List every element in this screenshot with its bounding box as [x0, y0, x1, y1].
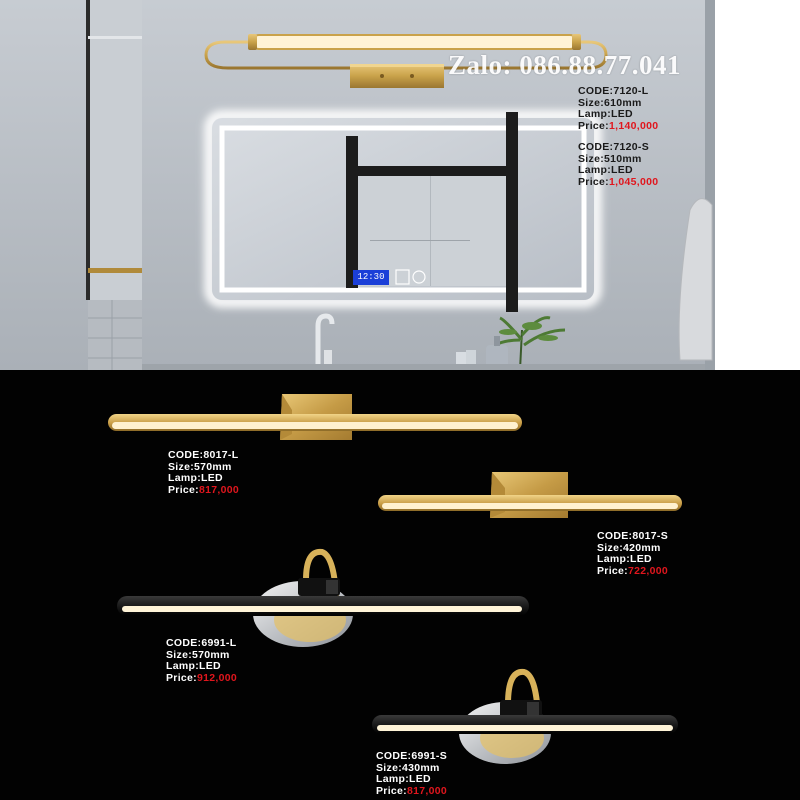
spec-price-value: 912,000	[196, 671, 238, 684]
spec-price-label: Price:	[597, 564, 628, 577]
spec-8017-l	[168, 450, 239, 496]
spec-price-value: 817,000	[198, 483, 240, 496]
spec-size: Size:510mm	[578, 152, 642, 165]
spec-price-value: 817,000	[406, 784, 448, 797]
spec-price-label: Price:	[168, 483, 199, 496]
spec-code: CODE:7120-S	[578, 141, 649, 153]
spec-size: Size:430mm	[376, 761, 440, 774]
spec-code: CODE:6991-S	[376, 750, 447, 762]
spec-6991-s	[376, 751, 447, 797]
spec-lamp: Lamp:LED	[376, 773, 431, 786]
zalo-watermark: Zalo: 086.88.77.041	[448, 50, 682, 80]
bathroom-scene	[0, 0, 800, 370]
spec-7120-s	[578, 142, 658, 188]
spec-price-label: Price:	[376, 784, 407, 797]
spec-price-value: 1,140,000	[608, 119, 659, 132]
spec-price-value: 722,000	[627, 564, 669, 577]
spec-lamp: Lamp:LED	[166, 660, 221, 673]
catalog-section	[0, 370, 800, 800]
spec-price-value: 1,045,000	[608, 175, 659, 188]
spec-lamp: Lamp:LED	[597, 553, 652, 566]
catalog-lamps	[0, 370, 800, 800]
lamp-8017-l	[108, 394, 522, 440]
spec-code: CODE:6991-L	[166, 637, 237, 649]
spec-lamp: Lamp:LED	[578, 108, 633, 121]
spec-lamp: Lamp:LED	[168, 472, 223, 485]
spec-size: Size:570mm	[168, 460, 232, 473]
lamp-6991-l	[117, 552, 529, 647]
spec-size: Size:610mm	[578, 96, 642, 109]
mirror-clock-display: 12:30	[353, 270, 389, 285]
lamp-8017-s	[378, 472, 682, 518]
spec-7120-l	[578, 86, 658, 132]
spec-code: CODE:8017-L	[168, 449, 239, 461]
spec-lamp: Lamp:LED	[578, 164, 633, 177]
spec-code: CODE:8017-S	[597, 530, 668, 542]
spec-price-label: Price:	[166, 671, 197, 684]
spec-price-label: Price:	[578, 119, 609, 132]
spec-size: Size:420mm	[597, 541, 661, 554]
spec-8017-s	[597, 531, 668, 577]
spec-6991-l	[166, 638, 237, 684]
spec-size: Size:570mm	[166, 648, 230, 661]
spec-code: CODE:7120-L	[578, 85, 649, 97]
spec-price-label: Price:	[578, 175, 609, 188]
